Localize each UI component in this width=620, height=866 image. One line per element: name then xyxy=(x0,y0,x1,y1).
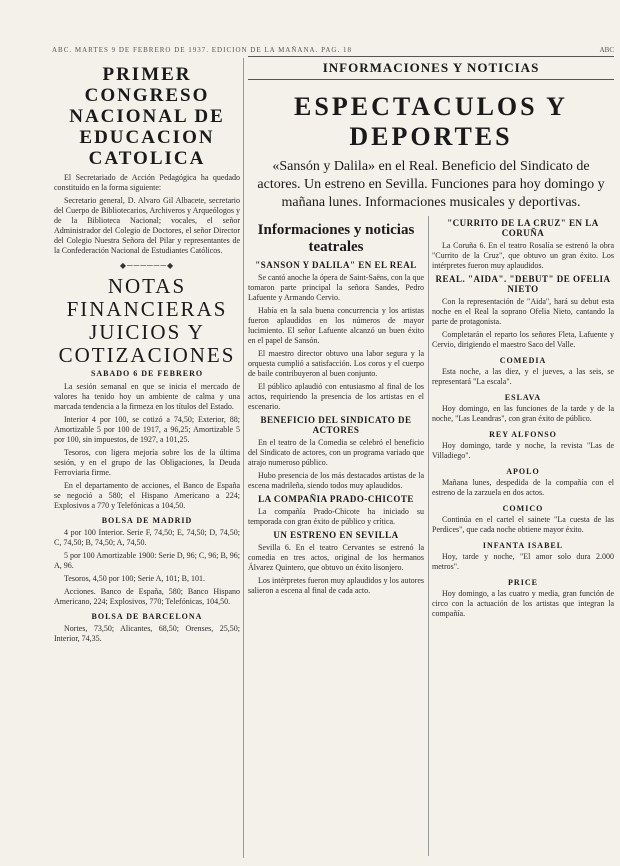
bolsa-paragraph-4: Acciones. Banco de España, 580; Banco Hispano Americano, 224; Explosivos, 770; Telefónicas, 104,50. xyxy=(54,587,240,606)
sanson-paragraph-1: Se cantó anoche la ópera de Saint-Saëns, con la que tomaron parte principal la señora Sandes, Pedro Lafuente y Armando Cervio. xyxy=(248,273,424,302)
congress-headline: PRIMER CONGRESO NACIONAL DE EDUCACION CATOLICA xyxy=(69,64,225,169)
bolsa-paragraph-3: Tesoros, 4,50 por 100; Serie A, 101; B, 101. xyxy=(64,574,205,583)
barcelona-paragraph: Nortes, 73,50; Alicantes, 68,50; Orenses, 25,50; Interior, 74,35. xyxy=(54,624,240,643)
column-rule xyxy=(243,58,244,858)
prado-chicote-heading: LA COMPAÑIA PRADO-CHICOTE xyxy=(258,494,414,504)
sanson-heading: "SANSON Y DALILA" EN EL REAL xyxy=(255,260,417,270)
comico-paragraph: Continúa en el cartel el sainete "La cuesta de las Perdices", que cada noche obtiene mayor éxito. xyxy=(432,515,614,534)
sevilla-paragraph-2: Los intérpretes fueron muy aplaudidos y los autores salieron a escena al final de cada acto. xyxy=(248,576,424,595)
bolsa-madrid-heading: BOLSA DE MADRID xyxy=(101,516,193,525)
rey-alfonso-heading: REY ALFONSO xyxy=(489,430,557,439)
eslava-heading: ESLAVA xyxy=(504,393,542,402)
section-title: INFORMACIONES Y NOTICIAS xyxy=(248,56,614,80)
running-header: ABC. MARTES 9 DE FEBRERO DE 1937. EDICION DE LA MAÑANA. PAG. 18 xyxy=(52,46,352,54)
infanta-isabel-heading: INFANTA ISABEL xyxy=(482,541,564,550)
theatre-column xyxy=(248,216,424,856)
rey-alfonso-paragraph: Hoy domingo, tarde y noche, la revista "Las de Villadiego". xyxy=(432,441,614,460)
main-headline: ESPECTACULOS Y DEPORTES xyxy=(294,92,568,151)
price-heading: PRICE xyxy=(508,578,538,587)
aida-heading: REAL. "AIDA". "DEBUT" DE OFELIA NIETO xyxy=(435,274,611,294)
financial-paragraph-3: Tesoros, con ligera mejoría sobre los de la última sesión, y en el grupo de las Obligaciones, la Deuda Ferroviaria firme. xyxy=(54,448,240,477)
theatre-news-headline: Informaciones y noticias teatrales xyxy=(257,222,415,255)
inner-column-rule xyxy=(428,216,429,856)
aida-paragraph-1: Con la representación de "Aida", hará su debut esta noche en el Real la soprano Ofelia Nieto, cantando la parte de protagonista. xyxy=(432,297,614,326)
comedia-heading: COMEDIA xyxy=(499,356,547,365)
apolo-paragraph: Mañana lunes, despedida de la compañía con el estreno de la zarzuela en dos actos. xyxy=(432,478,614,497)
running-header-right: ABC xyxy=(599,46,614,54)
beneficio-paragraph-1: En el teatro de la Comedia se celebró el beneficio del Sindicato de actores, con un programa variado que atrajo numeroso público. xyxy=(248,438,424,467)
bolsa-barcelona-heading: BOLSA DE BARCELONA xyxy=(91,612,203,621)
left-column xyxy=(54,58,240,858)
bolsa-paragraph-2: 5 por 100 Amortizable 1900: Serie D, 96; C, 96; B, 96; A, 96. xyxy=(54,551,240,570)
sevilla-heading: UN ESTRENO EN SEVILLA xyxy=(273,530,399,540)
apolo-heading: APOLO xyxy=(506,467,540,476)
price-paragraph: Hoy domingo, a las cuatro y media, gran función de circo con la actuación de los artistas que integran la compañía. xyxy=(432,589,614,618)
sanson-paragraph-4: El público aplaudió con entusiasmo al final de los actos, requiriendo la presencia de los artistas en el escenario. xyxy=(248,382,424,411)
prado-chicote-paragraph: La compañía Prado-Chicote ha iniciado su temporada con gran éxito de público y crítica. xyxy=(248,507,424,526)
currito-heading: "CURRITO DE LA CRUZ" EN LA CORUÑA xyxy=(447,218,599,238)
sanson-paragraph-3: El maestro director obtuvo una labor segura y la orquesta cumplió a satisfacción. Los coros y el cuerpo de baile contribuyeron al buen conjunto. xyxy=(248,349,424,378)
comedia-paragraph: Esta noche, a las diez, y el jueves, a las seis, se representará "La escala". xyxy=(432,367,614,386)
eslava-paragraph: Hoy domingo, en las funciones de la tarde y de la noche, "Las Leandras", con gran éxito de público. xyxy=(432,404,614,423)
ornament-divider: ◆──────◆ xyxy=(119,261,175,270)
comico-heading: COMICO xyxy=(502,504,544,513)
sevilla-paragraph-1: Sevilla 6. En el teatro Cervantes se estrenó la comedia en tres actos, original de los hermanos Álvarez Quintero, que obtuvo un éxito lisonjero. xyxy=(248,543,424,572)
sanson-paragraph-2: Había en la sala buena concurrencia y los artistas fueron aplaudidos en los números de mayor lucimiento. El señor Lafuente alcanzó un buen éxito en el papel de Sansón. xyxy=(248,306,424,345)
congress-paragraph-2: Secretario general, D. Alvaro Gil Albacete, secretario del Cuerpo de Bibliotecarios, Archiveros y Arqueólogos y de la Biblioteca Nacional; vocales, el señor Administrador del Colegio de Doctores, el señor Director del Colegio Nuestra Señora del Pilar y representantes de la Confederación Nacional de Estudiantes Católicos. xyxy=(54,196,240,255)
headline-deck: «Sansón y Dalila» en el Real. Beneficio del Sindicato de actores. Un estreno en Sevilla. Funciones para hoy domingo y mañana lunes. Informaciones musicales y deportivas. xyxy=(257,159,605,210)
financial-notes-headline: NOTAS FINANCIERAS JUICIOS Y COTIZACIONES xyxy=(58,274,236,367)
financial-paragraph-1: La sesión semanal en que se inicia el mercado de valores ha tenido hoy un ambiente de calma y una marcada tendencia a la firmeza en los títulos del Estado. xyxy=(54,382,240,411)
right-area xyxy=(248,56,614,858)
aida-paragraph-2: Completarán el reparto los señores Fleta, Lafuente y Cervio, dirigiendo el maestro Saco del Valle. xyxy=(432,330,614,349)
bolsa-paragraph-1: 4 por 100 Interior. Serie F, 74,50; E, 74,50; D, 74,50; C, 74,50; B, 74,50; A, 74,50. xyxy=(54,528,240,547)
infanta-isabel-paragraph: Hoy, tarde y noche, "El amor solo dura 2.000 metros". xyxy=(432,552,614,571)
financial-paragraph-4: En el departamento de acciones, el Banco de España se negoció a 580; el Hispano Americano a 224; Explosivos a 770 y Telefónicas a 104,50. xyxy=(54,481,240,510)
beneficio-heading: BENEFICIO DEL SINDICATO DE ACTORES xyxy=(260,415,412,435)
beneficio-paragraph-2: Hubo presencia de los más destacados artistas de la escena madrileña, siendo todos muy aplaudidos. xyxy=(248,471,424,490)
congress-paragraph-1: El Secretariado de Acción Pedagógica ha quedado constituido en la forma siguiente: xyxy=(54,173,240,192)
currito-paragraph: La Coruña 6. En el teatro Rosalía se estrenó la obra "Currito de la Cruz", que obtuvo un gran éxito. Los intérpretes fueron muy aplaudidos. xyxy=(432,241,614,270)
financial-notes-date: SABADO 6 DE FEBRERO xyxy=(90,369,204,378)
listings-column xyxy=(432,216,614,856)
financial-paragraph-2: Interior 4 por 100, se cotizó a 74,50; Exterior, 88; Amortizable 5 por 100 de 1917, a 96,25; Amortizable 5 por 100, sin impuestos, de 1927, a 101,25. xyxy=(54,415,240,444)
